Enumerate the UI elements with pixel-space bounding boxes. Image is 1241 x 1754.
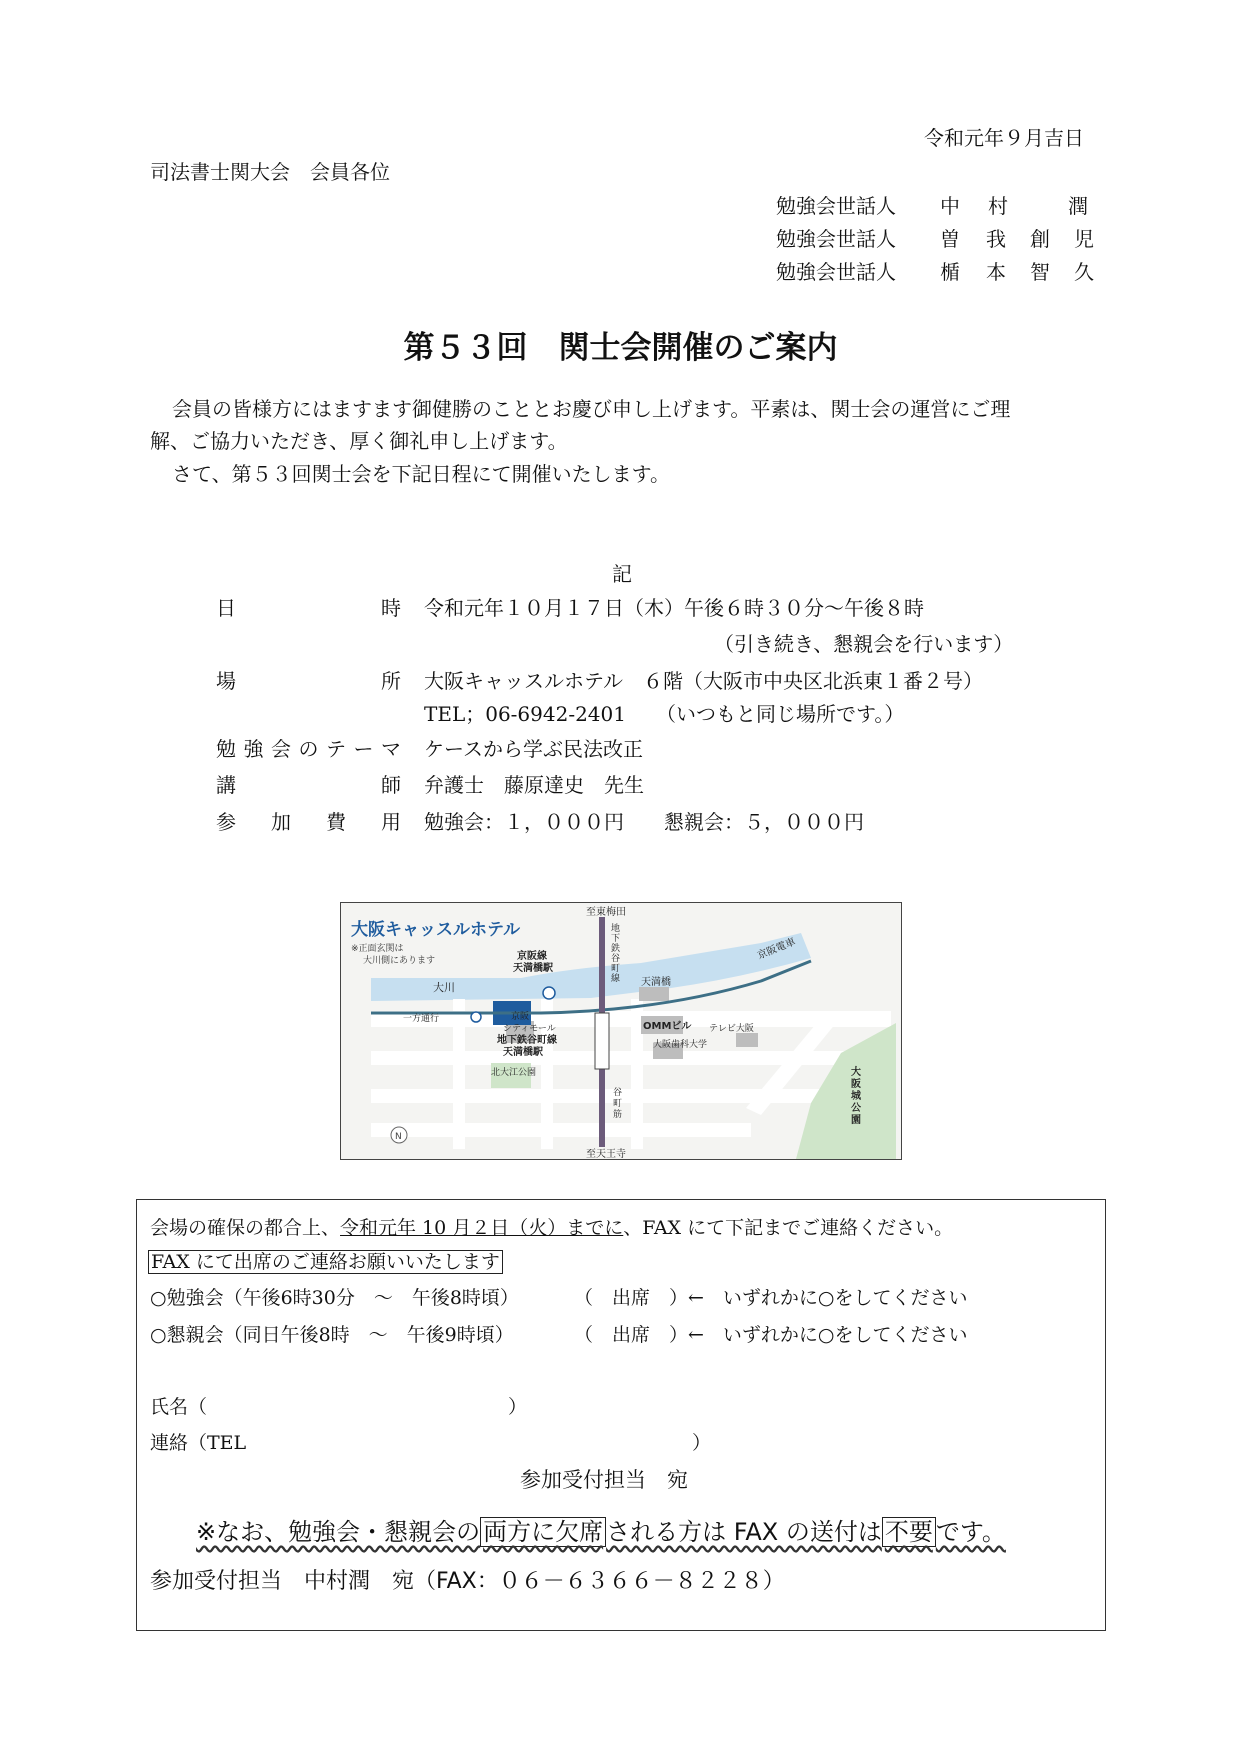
lecturer-label: 講 師 (216, 773, 401, 797)
map-keihan-station-2: 天満橋駅 (513, 963, 553, 974)
ki-heading: 記 (612, 562, 632, 586)
tel-close: ） (692, 1432, 712, 1454)
map-south-dest: 至天王寺 (586, 1149, 626, 1159)
map-entrance-note-2: 大川側にあります (363, 956, 436, 966)
reply-to: 参加受付担当 宛 (520, 1468, 688, 1492)
name-field[interactable] (208, 1390, 508, 1416)
organizer-name-char: 智 (1030, 260, 1050, 284)
organizer-name-char: 楯 (940, 260, 960, 284)
recipient: 司法書士関大会 会員各位 (150, 160, 390, 184)
map-north-dest: 至東梅田 (586, 907, 626, 918)
map-keihan-city-1: 京阪 (511, 1012, 530, 1022)
lecturer-value: 弁護士 藤原達史 先生 (424, 773, 644, 797)
map-castle-char: 大 (851, 1067, 861, 1078)
name-label: 氏名（ (150, 1396, 208, 1418)
map-hotel-name: 大阪キャッスルホテル (351, 920, 521, 940)
map-entrance-note-1: ※正面玄関は (351, 944, 404, 954)
organizer-name-char: 中 (940, 194, 960, 218)
road-shape (453, 999, 465, 1149)
deadline-line: 会場の確保の都合上、令和元年 10 月２日（火）までに、FAX にて下記までご連絡ください。 (150, 1217, 954, 1239)
map-tanimachi-char: 筋 (613, 1110, 623, 1120)
map-tanimachi-char: 谷 (613, 1088, 623, 1098)
note-box-unneeded: 不要 (882, 1517, 936, 1547)
fee-label: 参 加 費 用 (216, 810, 401, 834)
map-park-label: 北大江公園 (491, 1068, 537, 1078)
social-attend-choice[interactable]: （ 出席 ）← いずれかに○をしてください (574, 1324, 968, 1346)
deadline-date: 令和元年 10 月２日（火）までに (340, 1217, 624, 1239)
map-castle-char: 阪 (851, 1079, 861, 1090)
map-keihan-city-2: シティモール (503, 1024, 556, 1034)
issue-date: 令和元年９月吉日 (924, 126, 1084, 150)
organizer-role: 勉強会世話人 (776, 227, 896, 251)
organizer-name-char: 久 (1074, 260, 1094, 284)
map-subway-char: 地 (611, 924, 621, 934)
note-box-absent: 両方に欠席 (480, 1517, 606, 1547)
map-subway-station-1: 地下鉄谷町線 (497, 1035, 557, 1046)
organizer-name-char: 我 (986, 227, 1006, 251)
road-shape (541, 999, 553, 1149)
theme-value: ケースから学ぶ民法改正 (424, 737, 643, 761)
map-tanimachi-char: 町 (613, 1099, 623, 1109)
map-omm-label: OMMビル (643, 1021, 692, 1032)
map-north-symbol: N (395, 1132, 402, 1142)
map-castle-char: 城 (851, 1091, 861, 1102)
intro-line-2: 解、ご協力いただき、厚く御礼申し上げます。 (150, 429, 568, 453)
tel-label: 連絡（TEL (150, 1432, 247, 1454)
map-subway-char: 鉄 (611, 944, 621, 954)
organizer-row (776, 190, 1096, 220)
map-castle-char: 公 (851, 1103, 861, 1114)
organizer-row (776, 256, 1096, 286)
date-value: 令和元年１０月１７日（木）午後６時３０分～午後８時 (424, 596, 924, 620)
page-title: 第５３回 関士会開催のご案内 (403, 330, 838, 366)
place-value: 大阪キャッスルホテル ６階（大阪市中央区北浜東１番２号） (424, 669, 983, 693)
map-subway-char: 谷 (611, 954, 621, 964)
organizer-name-char: 創 (1030, 227, 1050, 251)
study-attend-choice[interactable]: （ 出席 ）← いずれかに○をしてください (574, 1287, 968, 1309)
place-tel: TEL；06-6942-2401 (424, 702, 626, 726)
organizer-name-char: 潤 (1068, 194, 1088, 218)
fee-value: 勉強会：１，０００円 懇親会：５，０００円 (424, 810, 864, 834)
road-shape (371, 1123, 751, 1137)
organizer-name-char: 村 (988, 194, 1008, 218)
map-subway-char: 下 (611, 934, 621, 944)
theme-label: 勉 強 会 の テ ー マ (216, 737, 401, 761)
organizer-role: 勉強会世話人 (776, 260, 896, 284)
tel-field[interactable] (250, 1426, 690, 1452)
organizer-name-char: 本 (986, 260, 1006, 284)
name-close: ） (508, 1396, 528, 1418)
map-keihan-station-1: 京阪線 (517, 951, 547, 962)
organizer-role: 勉強会世話人 (776, 194, 896, 218)
keihan-station-marker (543, 987, 555, 999)
map-drawing (341, 903, 901, 1159)
date-label: 日 時 (216, 596, 401, 620)
road-shape (371, 1051, 851, 1065)
map-dental-label: 大阪歯科大学 (653, 1040, 708, 1050)
map-subway-station-2: 天満橋駅 (503, 1047, 543, 1058)
map-subway-char: 線 (611, 974, 621, 984)
organizer-name-char: 児 (1074, 227, 1094, 251)
organizer-row (776, 223, 1096, 253)
access-map (340, 902, 902, 1160)
intro-line-1: 会員の皆様方にはますます御健勝のこととお慶び申し上げます。平素は、関士会の運営にご理 (172, 397, 1011, 421)
map-oneway-label: 一方通行 (403, 1014, 440, 1024)
subway-station-box (595, 1013, 609, 1069)
study-attend-label: ○勉強会（午後6時30分 ～ 午後8時頃） (150, 1287, 519, 1309)
fax-request: FAX にて出席のご連絡お願いいたします (148, 1247, 503, 1274)
map-castle-char: 園 (851, 1115, 861, 1126)
absence-note: ※なお、勉強会・懇親会の 両方に欠席 される方は FAX の送付は 不要 です。 (196, 1518, 1006, 1546)
date-note: （引き続き、懇親会を行います） (714, 632, 1014, 656)
social-attend-label: ○懇親会（同日午後8時 ～ 午後9時頃） (150, 1324, 514, 1346)
map-subway-char: 町 (611, 964, 621, 974)
tenmabashi-building (639, 987, 669, 1001)
map-keihan-rail-label: 京阪電車 (756, 936, 798, 962)
intro-line-3: さて、第５３回関士会を下記日程にて開催いたします。 (172, 462, 670, 486)
oneway-marker (471, 1012, 481, 1022)
place-note: （いつもと同じ場所です。） (656, 702, 905, 726)
map-tv-label: テレビ大阪 (709, 1024, 754, 1034)
organizer-name-char: 曽 (940, 227, 960, 251)
tv-building (736, 1033, 758, 1047)
place-label: 場 所 (216, 669, 401, 693)
map-river-label: 大川 (433, 981, 455, 994)
fax-contact-line: 参加受付担当 中村潤 宛（FAX：０６－６３６６－８２２８） (150, 1569, 785, 1594)
map-tenmabashi-label: 天満橋 (641, 977, 671, 988)
